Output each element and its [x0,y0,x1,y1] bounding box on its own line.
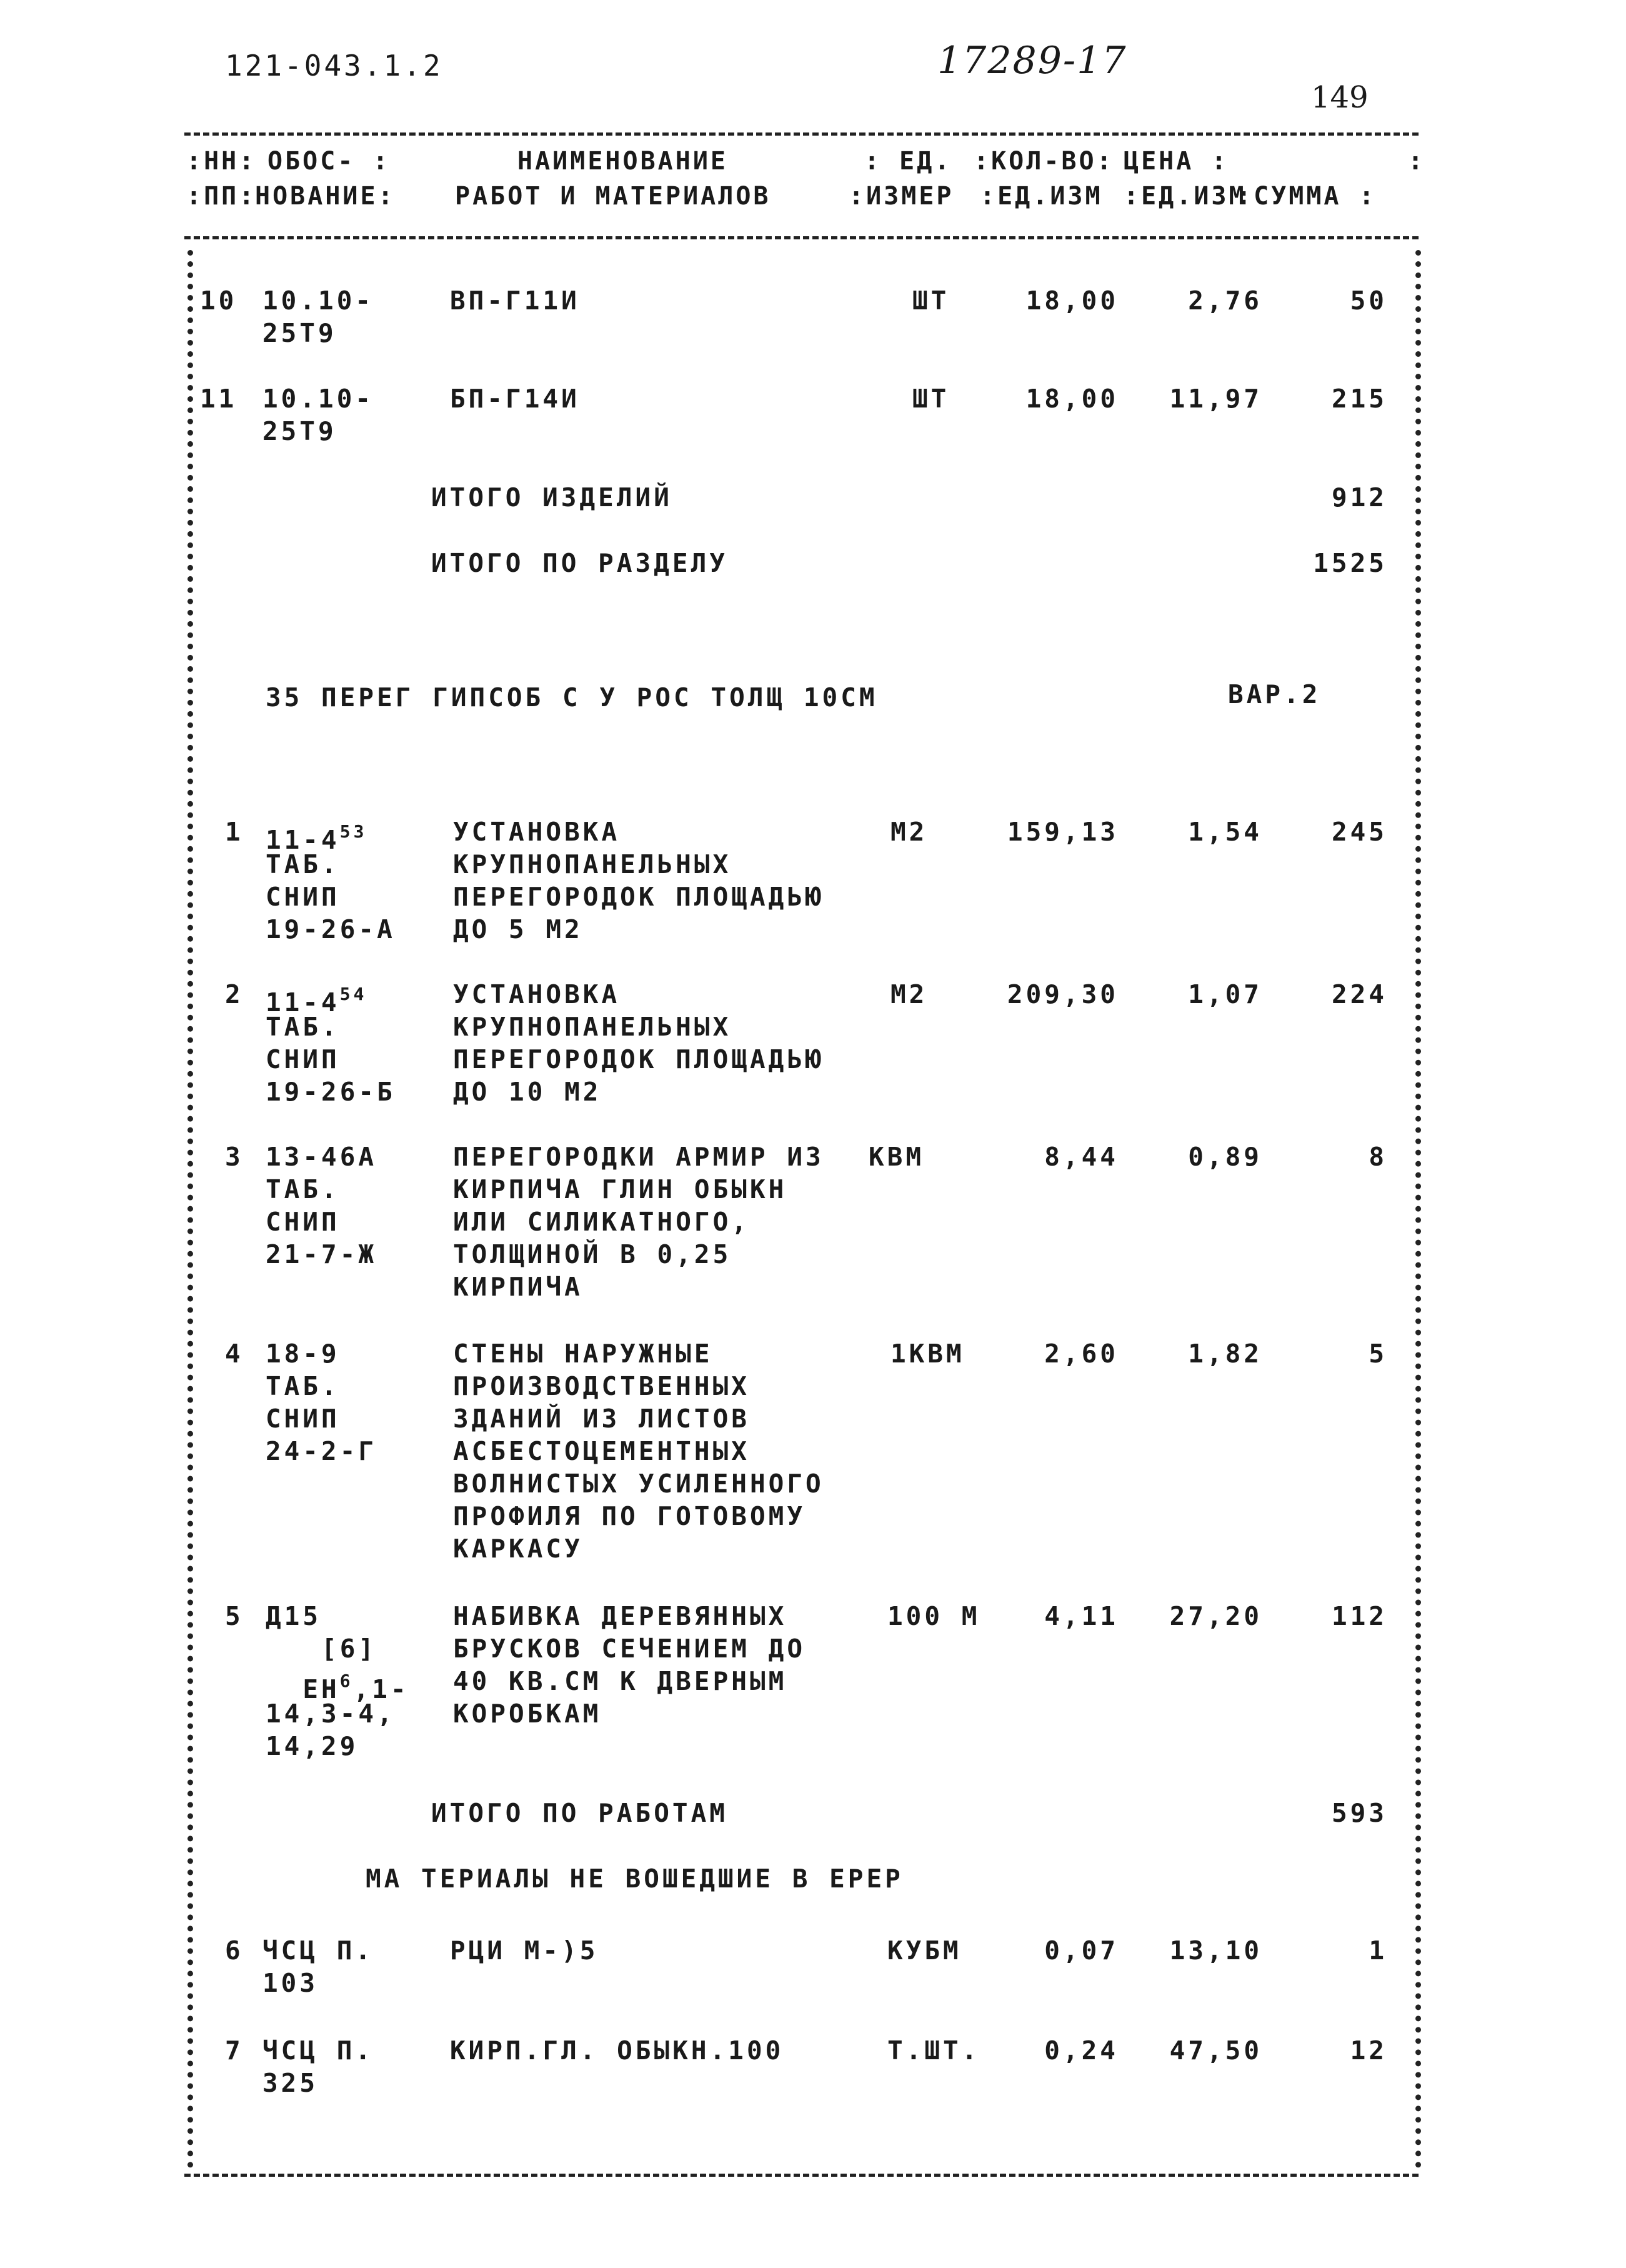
row-sum: 12 [1350,2036,1387,2066]
row-basis: 10.10- [262,384,374,414]
row-unit: М2 [890,817,928,847]
row-basis: Д15 [266,1601,322,1631]
bottom-rule [184,2174,1419,2177]
row-basis: [6] [266,1634,377,1664]
row-price: 0,89 [1188,1142,1262,1172]
row-qty: 4,11 [1044,1601,1119,1631]
row-price: 27,20 [1169,1601,1262,1631]
row-sum: 5 [1369,1339,1387,1369]
row-qty: 159,13 [1007,817,1119,847]
row-name: СТЕНЫ НАРУЖНЫЕ [453,1339,713,1369]
header-name-line2: РАБОТ И МАТЕРИАЛОВ [455,182,771,211]
row-basis: $ЕН^6,1-$ [266,1671,409,1704]
row-basis: СНИП [266,1044,340,1074]
row-number: 4 [225,1339,244,1369]
header-nn-line1: :НН: [186,147,257,176]
section-variant: ВАР.2 [1228,679,1321,709]
header-price-line1: ЦЕНА : [1124,147,1229,176]
row-name: КРУПНОПАНЕЛЬНЫХ [453,1012,732,1042]
row-unit: ШТ [912,286,950,316]
row-number: 2 [225,979,244,1009]
row-name: БРУСКОВ СЕЧЕНИЕМ ДО [453,1634,806,1664]
row-name: АСБЕСТОЦЕМЕНТНЫХ [453,1436,750,1466]
row-name: УСТАНОВКА [453,979,621,1009]
row-basis: $11-4^{54}$ [266,984,367,1017]
page-number: 149 [1311,80,1369,115]
section-title: 35 ПЕРЕГ ГИПСОБ С У РОС ТОЛЩ 10СМ [266,682,878,712]
header-sum-line1: : [1408,147,1426,176]
row-unit: КВМ [869,1142,925,1172]
row-unit: М2 [890,979,928,1009]
row-sum: 215 [1331,384,1387,414]
row-price: 47,50 [1169,2036,1262,2066]
row-number: 11 [200,384,237,414]
row-sum: 245 [1331,817,1387,847]
row-sum: 1 [1369,1936,1387,1966]
row-basis: ТАБ. [266,849,340,879]
header-price-line2: :ЕД.ИЗМ [1124,182,1247,211]
row-sum: 224 [1331,979,1387,1009]
row-number: 1 [225,817,244,847]
row-name: ЗДАНИЙ ИЗ ЛИСТОВ [453,1404,750,1434]
row-basis: ЧСЦ П. [262,1936,374,1966]
row-basis: $11-4^{53}$ [266,821,367,855]
header-qty-line2: :ЕД.ИЗМ [980,182,1103,211]
header-qty-line1: :КОЛ-ВО: [974,147,1114,176]
row-basis: СНИП [266,882,340,912]
row-basis: 14,29 [266,1731,359,1761]
total-value: 1525 [1313,548,1387,578]
row-unit: КУБМ [887,1936,962,1966]
row-basis: ТАБ. [266,1012,340,1042]
header-name-line1: НАИМЕНОВАНИЕ [517,147,728,176]
row-name: ВОЛНИСТЫХ УСИЛЕННОГО [453,1469,824,1499]
materials-heading: МА ТЕРИАЛЫ НЕ ВОШЕДШИЕ В ЕРЕР [366,1864,904,1894]
row-basis: 25Т9 [262,416,337,446]
row-basis: СНИП [266,1207,340,1237]
row-name: КОРОБКАМ [453,1699,602,1729]
header-rule [184,236,1419,239]
row-name: ПРОФИЛЯ ПО ГОТОВОМУ [453,1501,806,1531]
row-qty: 0,07 [1044,1936,1119,1966]
top-rule [184,132,1419,136]
total-label: ИТОГО ИЗДЕЛИЙ [431,482,672,512]
row-price: 2,76 [1188,286,1262,316]
row-number: 7 [225,2036,244,2066]
row-sum: 50 [1350,286,1387,316]
row-number: 5 [225,1601,244,1631]
handwritten-number: 17289-17 [937,39,1127,82]
row-name: НАБИВКА ДЕРЕВЯННЫХ [453,1601,787,1631]
header-unit-line1: : ЕД. [864,147,952,176]
row-unit: Т.ШТ. [887,2036,980,2066]
header-nn-line2: :ПП: [186,182,257,211]
works-total-label: ИТОГО ПО РАБОТАМ [431,1798,728,1828]
row-name: ПРОИЗВОДСТВЕННЫХ [453,1371,750,1401]
row-basis: 325 [262,2068,319,2098]
left-border [187,250,199,2169]
row-name: ПЕРЕГОРОДКИ АРМИР ИЗ [453,1142,824,1172]
works-total-value: 593 [1331,1798,1387,1828]
row-basis: ТАБ. [266,1174,340,1204]
row-number: 10 [200,286,237,316]
row-price: 1,54 [1188,817,1262,847]
row-unit: ШТ [912,384,950,414]
row-name: ДО 10 М2 [453,1077,602,1107]
row-basis: СНИП [266,1404,340,1434]
row-qty: 209,30 [1007,979,1119,1009]
row-name: ПЕРЕГОРОДОК ПЛОЩАДЬЮ [453,1044,824,1074]
header-basis-line2: НОВАНИЕ: [255,182,396,211]
row-basis: ЧСЦ П. [262,2036,374,2066]
row-basis: 24-2-Г [266,1436,377,1466]
row-price: 1,82 [1188,1339,1262,1369]
row-basis: 13-46А [266,1142,377,1172]
row-name: КИРПИЧА ГЛИН ОБЫКН [453,1174,787,1204]
row-name: ВП-Г11И [450,286,580,316]
row-basis: 19-26-Б [266,1077,396,1107]
document-code: 121-043.1.2 [225,49,443,82]
row-name: КРУПНОПАНЕЛЬНЫХ [453,849,732,879]
row-qty: 8,44 [1044,1142,1119,1172]
row-basis: ТАБ. [266,1371,340,1401]
row-basis: 21-7-Ж [266,1239,377,1269]
row-sum: 8 [1369,1142,1387,1172]
row-price: 13,10 [1169,1936,1262,1966]
row-name: ДО 5 М2 [453,914,583,944]
row-basis: 25Т9 [262,318,337,348]
header-sum-line2: :СУММА : [1236,182,1377,211]
row-basis: 14,3-4, [266,1699,396,1729]
row-qty: 18,00 [1025,384,1119,414]
total-label: ИТОГО ПО РАЗДЕЛУ [431,548,728,578]
row-qty: 18,00 [1025,286,1119,316]
row-basis: 10.10- [262,286,374,316]
row-price: 1,07 [1188,979,1262,1009]
row-qty: 0,24 [1044,2036,1119,2066]
right-border [1415,250,1427,2169]
row-name: 40 КВ.СМ К ДВЕРНЫМ [453,1666,787,1696]
row-name: БП-Г14И [450,384,580,414]
header-basis-line1: ОБОС- : [267,147,391,176]
row-basis: 18-9 [266,1339,340,1369]
row-number: 3 [225,1142,244,1172]
row-name: ТОЛЩИНОЙ В 0,25 [453,1239,732,1269]
row-qty: 2,60 [1044,1339,1119,1369]
row-name: РЦИ М-)5 [450,1936,599,1966]
row-price: 11,97 [1169,384,1262,414]
row-unit: 1КВМ [890,1339,965,1369]
row-name: ИЛИ СИЛИКАТНОГО, [453,1207,750,1237]
row-name: КАРКАСУ [453,1534,583,1564]
row-basis: 103 [262,1968,319,1998]
row-basis: 19-26-А [266,914,396,944]
row-name: КИРПИЧА [453,1272,583,1302]
row-name: УСТАНОВКА [453,817,621,847]
row-unit: 100 М [887,1601,980,1631]
header-unit-line2: :ИЗМЕР [849,182,954,211]
total-value: 912 [1331,482,1387,512]
row-name: ПЕРЕГОРОДОК ПЛОЩАДЬЮ [453,882,824,912]
row-number: 6 [225,1936,244,1966]
row-name: КИРП.ГЛ. ОБЫКН.100 [450,2036,784,2066]
row-sum: 112 [1331,1601,1387,1631]
